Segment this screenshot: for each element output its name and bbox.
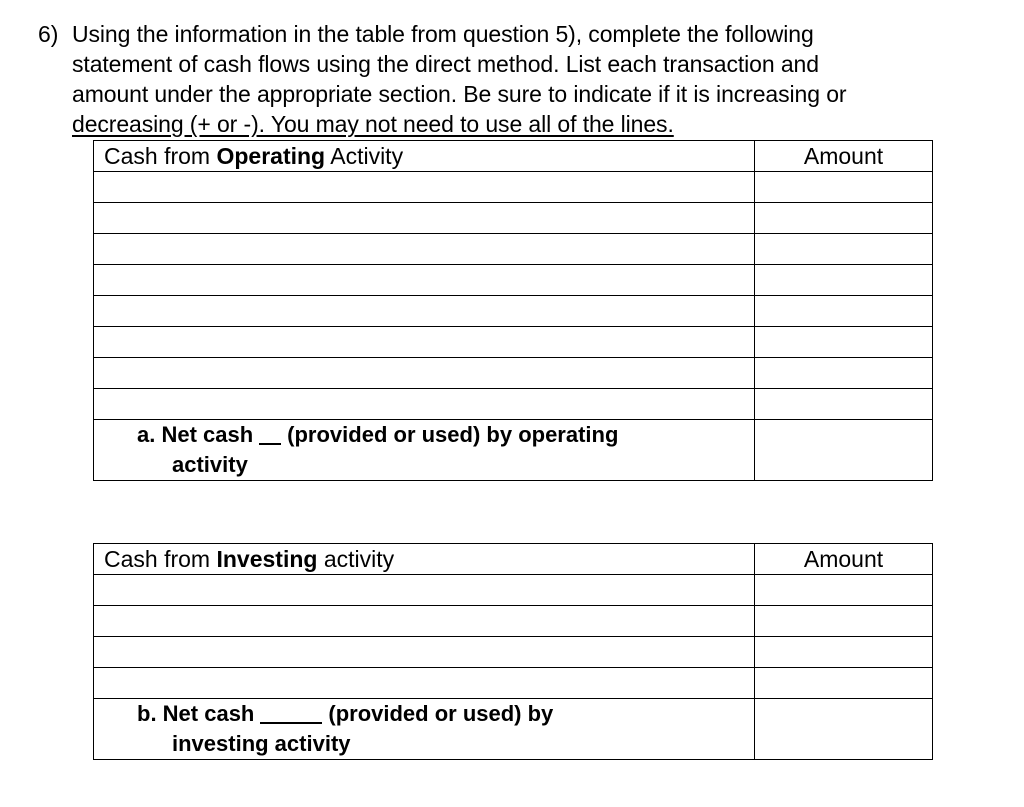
operating-blank-row: [94, 389, 933, 420]
operating-transaction-cell[interactable]: [94, 296, 755, 327]
investing-net-cash-blank[interactable]: [260, 722, 322, 724]
operating-amount-cell[interactable]: [755, 172, 933, 203]
question-line-2: statement of cash flows using the direct method. List each transaction and: [72, 51, 819, 77]
investing-amount-cell[interactable]: [755, 575, 933, 606]
investing-amount-cell[interactable]: [755, 606, 933, 637]
investing-net-cash-row: [94, 699, 933, 760]
investing-transaction-cell[interactable]: [94, 668, 755, 699]
operating-amount-cell[interactable]: [755, 234, 933, 265]
investing-transaction-cell[interactable]: [94, 606, 755, 637]
operating-amount-header: Amount: [755, 141, 933, 172]
investing-header-row: [94, 544, 933, 575]
investing-transaction-cell[interactable]: [94, 637, 755, 668]
operating-net-cash-blank[interactable]: [259, 443, 281, 445]
operating-transaction-cell[interactable]: [94, 203, 755, 234]
operating-amount-cell[interactable]: [755, 296, 933, 327]
investing-net-cash-label: b. Net cash (provided or used) by investing activity: [94, 699, 755, 760]
investing-blank-row: [94, 637, 933, 668]
operating-net-cash-row: [94, 420, 933, 481]
investing-amount-header: Amount: [755, 544, 933, 575]
investing-net-cash-amount-cell[interactable]: [755, 699, 933, 760]
operating-transaction-cell[interactable]: [94, 172, 755, 203]
operating-amount-cell[interactable]: [755, 389, 933, 420]
question-line-4: decreasing (+ or -). You may not need to use all of the lines.: [72, 111, 674, 137]
operating-activity-table: [93, 140, 933, 481]
operating-transaction-cell[interactable]: [94, 265, 755, 296]
operating-blank-row: [94, 358, 933, 389]
investing-amount-cell[interactable]: [755, 637, 933, 668]
investing-blank-row: [94, 575, 933, 606]
question-line-3: amount under the appropriate section. Be sure to indicate if it is increasing or: [72, 81, 847, 107]
operating-header-row: [94, 141, 933, 172]
operating-blank-row: [94, 203, 933, 234]
investing-amount-cell[interactable]: [755, 668, 933, 699]
investing-blank-row: [94, 668, 933, 699]
operating-amount-cell[interactable]: [755, 265, 933, 296]
operating-net-cash-label: a. Net cash (provided or used) by operating activity: [94, 420, 755, 481]
investing-header-label: Cash from Investing activity: [94, 544, 755, 575]
operating-blank-row: [94, 265, 933, 296]
operating-transaction-cell[interactable]: [94, 358, 755, 389]
operating-blank-row: [94, 234, 933, 265]
operating-net-cash-amount-cell[interactable]: [755, 420, 933, 481]
operating-blank-row: [94, 296, 933, 327]
question-line-1: 6) Using the information in the table from question 5), complete the following: [38, 21, 814, 47]
operating-amount-cell[interactable]: [755, 203, 933, 234]
investing-transaction-cell[interactable]: [94, 575, 755, 606]
operating-blank-row: [94, 172, 933, 203]
operating-amount-cell[interactable]: [755, 358, 933, 389]
operating-blank-row: [94, 327, 933, 358]
operating-header-label: Cash from Operating Activity: [94, 141, 755, 172]
investing-blank-row: [94, 606, 933, 637]
investing-activity-table: [93, 543, 933, 760]
operating-transaction-cell[interactable]: [94, 234, 755, 265]
operating-amount-cell[interactable]: [755, 327, 933, 358]
operating-transaction-cell[interactable]: [94, 389, 755, 420]
question-text: [38, 19, 998, 139]
question-number: 6): [38, 21, 59, 47]
operating-transaction-cell[interactable]: [94, 327, 755, 358]
